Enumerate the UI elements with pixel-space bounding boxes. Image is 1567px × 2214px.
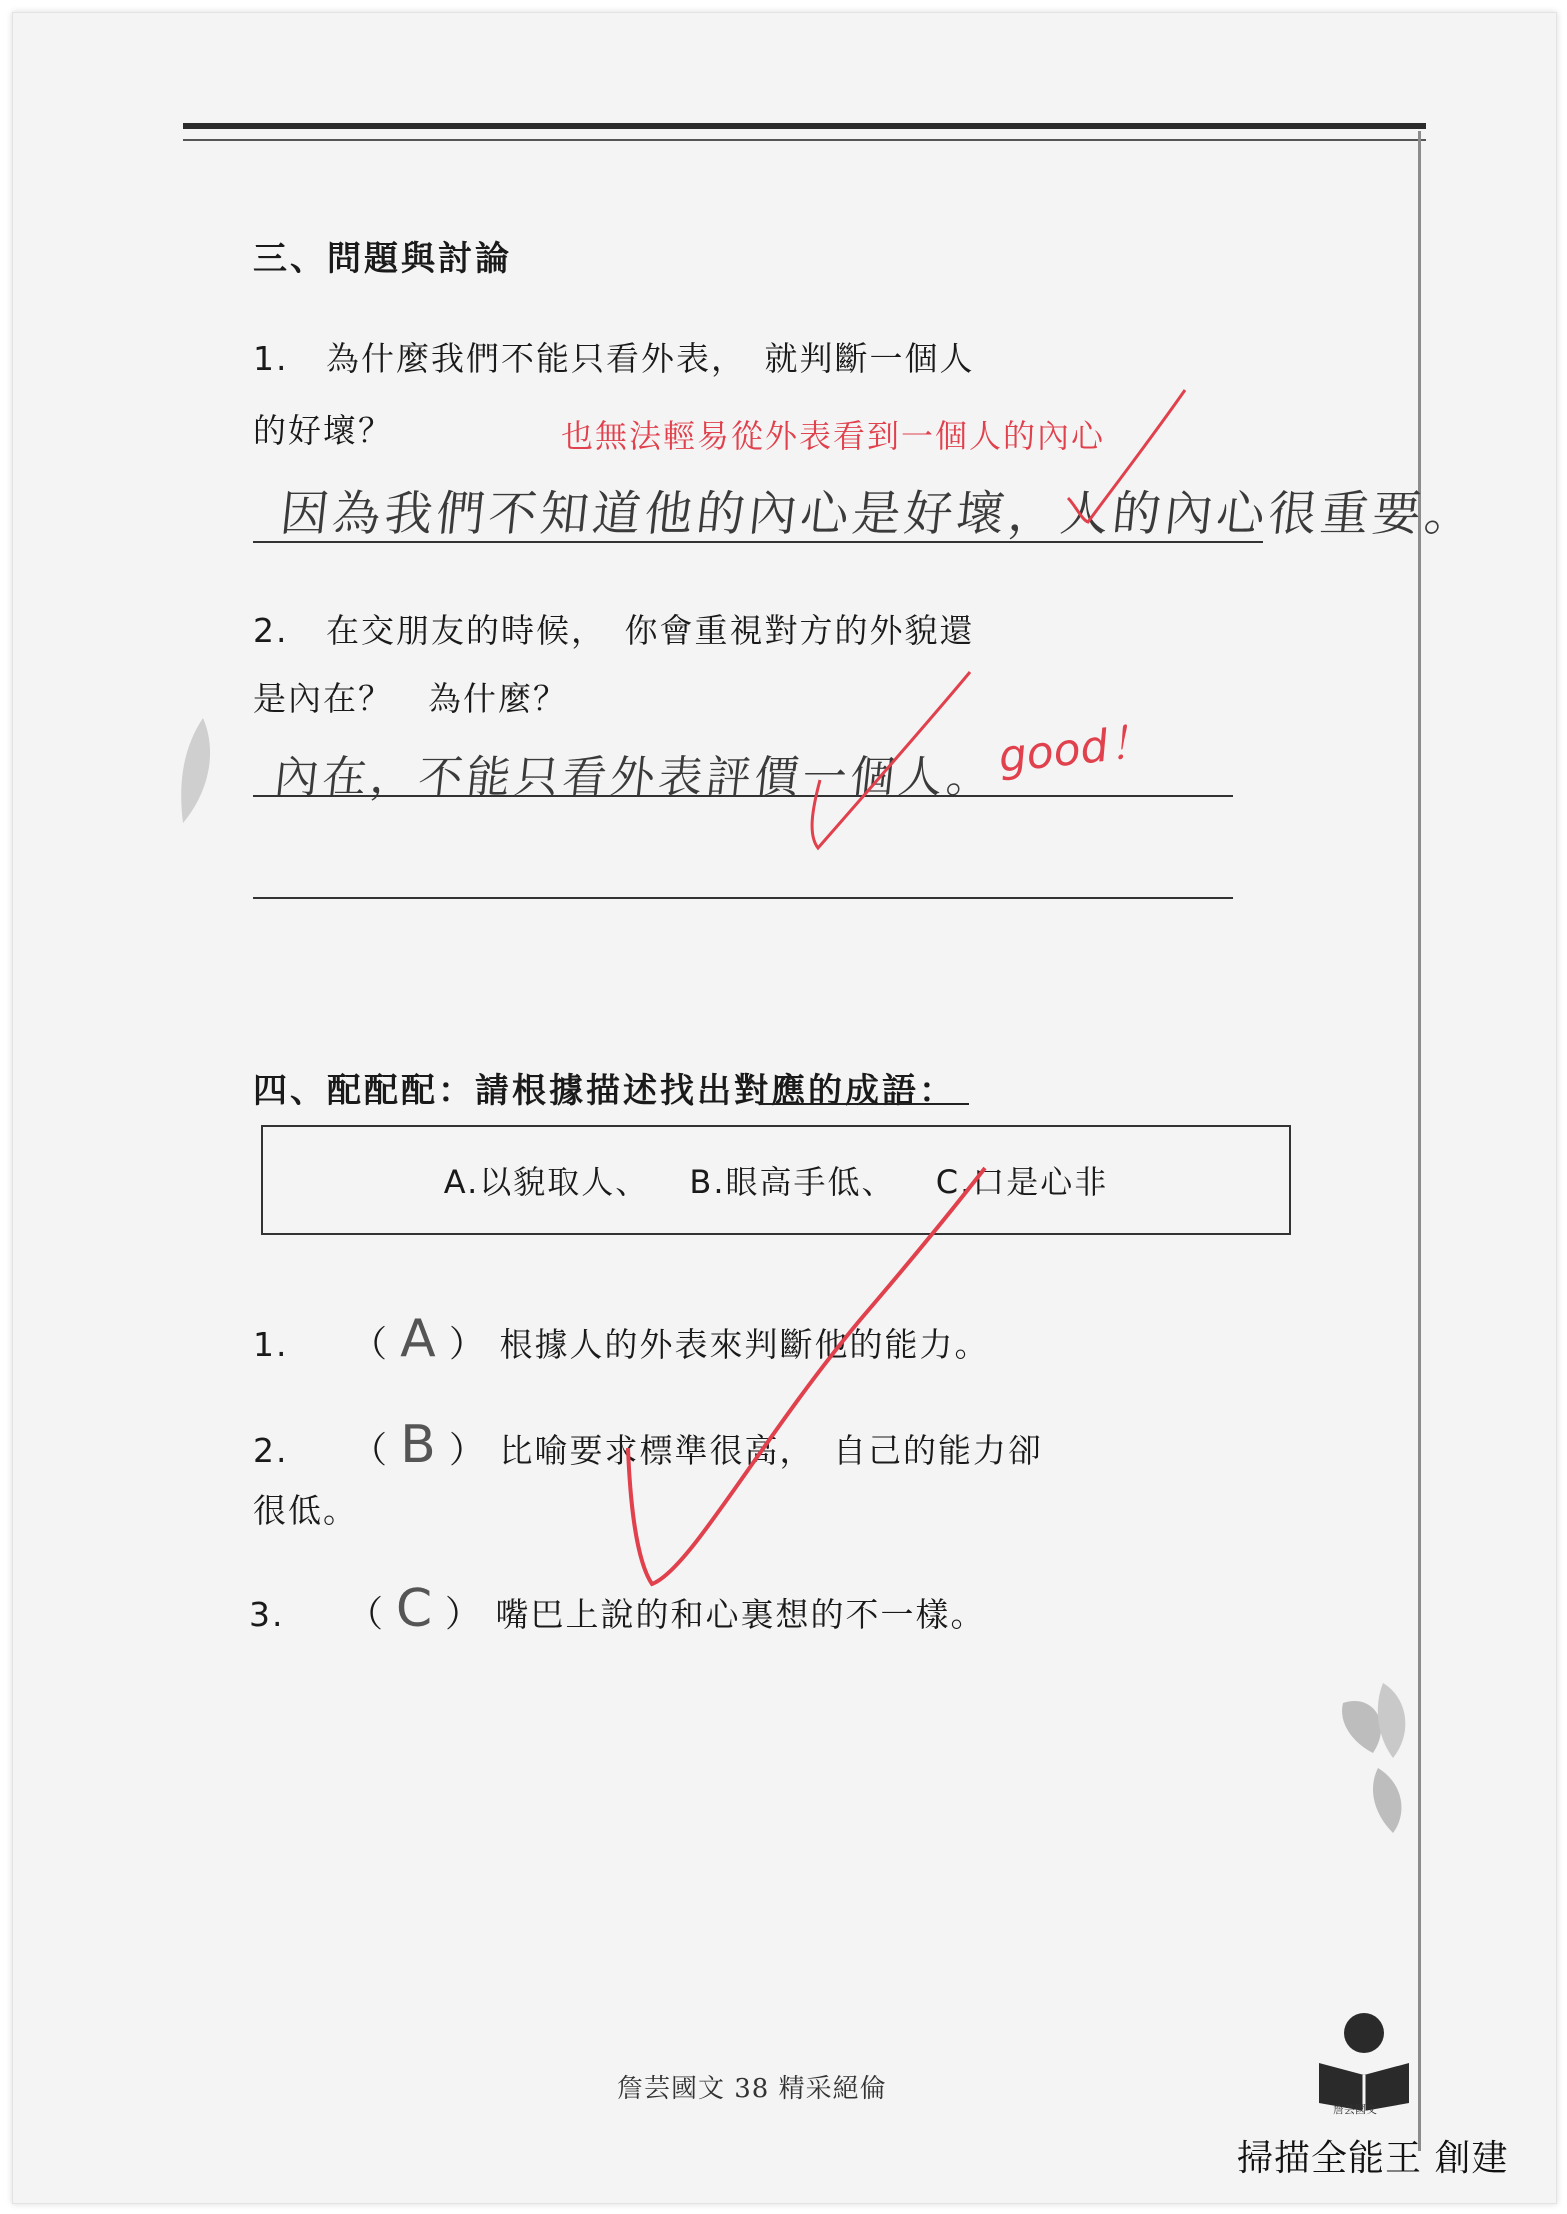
q2-text-line1: 在交朋友的時候， 你會重視對方的外貌還 bbox=[325, 611, 975, 650]
match-item-1: 1. （ A ） 根據人的外表來判斷他的能力。 bbox=[253, 1309, 990, 1369]
item1-text: 根據人的外表來判斷他的能力。 bbox=[499, 1325, 990, 1364]
item2-text-line1: 比喻要求標準很高， 自己的能力卻 bbox=[499, 1431, 1043, 1470]
match-item-3: 3. （ C ） 嘴巴上說的和心裏想的不一樣。 bbox=[249, 1579, 986, 1639]
section4-heading: 四、配配配：請根據描述找出對應的成語： bbox=[253, 1071, 956, 1111]
item2-number: 2. bbox=[253, 1431, 289, 1470]
item3-answer: C bbox=[395, 1579, 435, 1639]
match-item-2: 2. （ B ） 比喻要求標準很高， 自己的能力卻 bbox=[253, 1415, 1043, 1475]
item1-answer: A bbox=[400, 1309, 438, 1369]
check-mark-q2-icon bbox=[812, 672, 970, 848]
option-a: A.以貌取人、 bbox=[443, 1163, 650, 1201]
teacher-note-q1: 也無法輕易從外表看到一個人的內心 bbox=[561, 417, 1106, 455]
logo-text: 詹芸國文 bbox=[1333, 2103, 1377, 2116]
item2-text-line2: 很低。 bbox=[253, 1491, 358, 1530]
item3-number: 3. bbox=[249, 1595, 285, 1634]
scanner-watermark: 掃描全能王 創建 bbox=[1237, 2138, 1509, 2179]
q2-text-line2: 是內在？ 為什麼？ bbox=[253, 679, 568, 718]
option-b: B.眼高手低、 bbox=[689, 1163, 896, 1201]
check-mark-q1-icon bbox=[1068, 390, 1185, 522]
teacher-comment-q2: good！ bbox=[996, 716, 1155, 783]
q1-text-line1: 為什麼我們不能只看外表， 就判斷一個人 bbox=[325, 339, 975, 378]
item1-number: 1. bbox=[253, 1325, 289, 1364]
check-mark-section4-icon bbox=[628, 1168, 985, 1584]
q1-answer: 因為我們不知道他的內心是好壞，人的內心很重要。 bbox=[277, 486, 1480, 542]
page-footer: 詹芸國文 38 精采絕倫 bbox=[617, 2074, 887, 2104]
q2-answer: 內在，不能只看外表評價一個人。 bbox=[271, 752, 998, 803]
q1-text-line2: 的好壞？ bbox=[253, 411, 393, 450]
section3-heading: 三、問題與討論 bbox=[253, 239, 512, 279]
item3-text: 嘴巴上說的和心裏想的不一樣。 bbox=[495, 1595, 986, 1634]
option-c: C.口是心非 bbox=[935, 1163, 1109, 1201]
item2-answer: B bbox=[400, 1415, 438, 1475]
q1-number: 1. bbox=[253, 339, 289, 378]
q2-number: 2. bbox=[253, 611, 289, 650]
